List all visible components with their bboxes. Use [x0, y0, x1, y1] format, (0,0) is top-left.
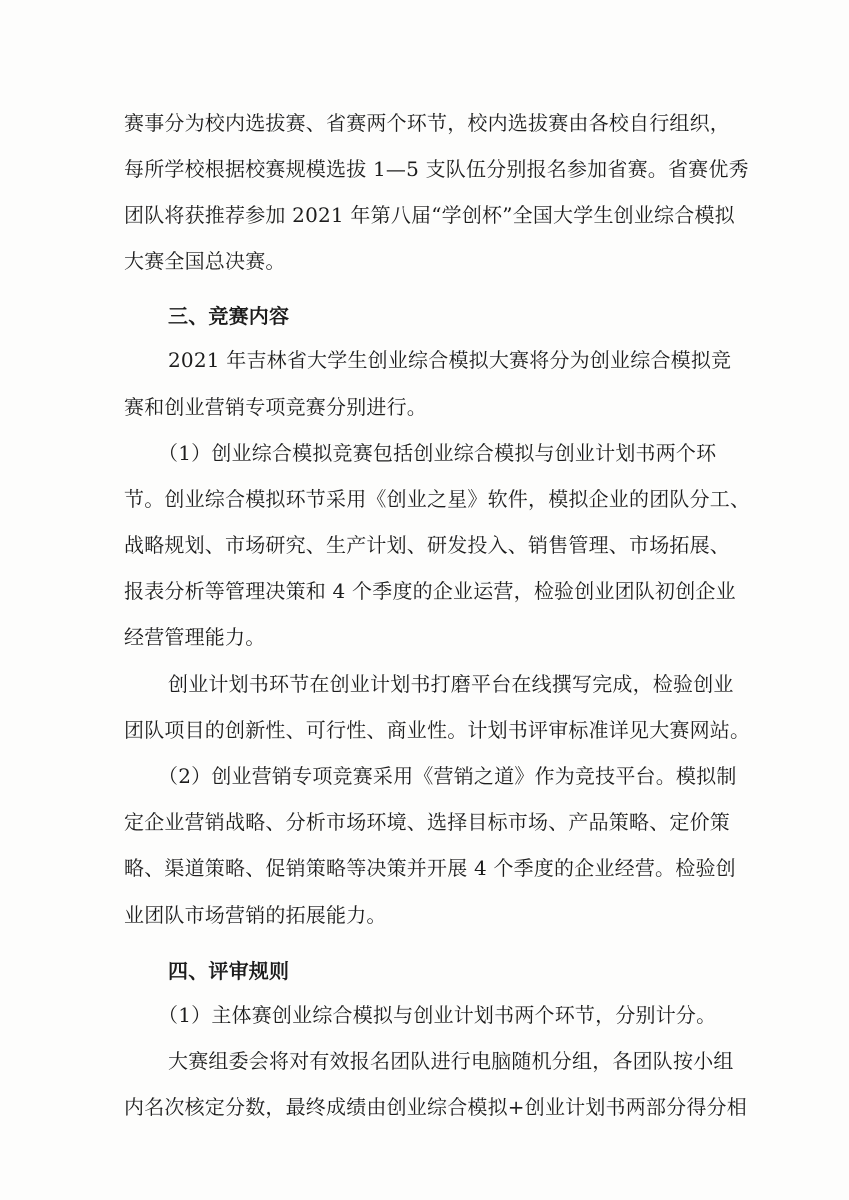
- s3-p2-line-3: 战略规划、市场研究、生产计划、研发投入、销售管理、市场拓展、: [124, 533, 730, 557]
- s3-p1-line-1: 2021 年吉林省大学生创业综合模拟大赛将分为创业综合模拟竞: [168, 348, 732, 372]
- s4-p1-line-1: （1）主体赛创业综合模拟与创业计划书两个环节，分别计分。: [158, 1003, 717, 1027]
- s3-p2-line-4: 报表分析等管理决策和 4 个季度的企业运营，检验创业团队初创企业: [124, 579, 736, 603]
- intro-line-1: 赛事分为校内选拔赛、省赛两个环节，校内选拔赛由各校自行组织，: [124, 111, 730, 135]
- s3-p2-line-2: 节。创业综合模拟环节采用《创业之星》软件，模拟企业的团队分工、: [124, 487, 751, 511]
- s3-p4-line-3: 略、渠道策略、促销策略等决策并开展 4 个季度的企业经营。检验创: [124, 856, 736, 880]
- s3-p4-line-1: （2）创业营销专项竞赛采用《营销之道》作为竞技平台。模拟制: [158, 764, 737, 788]
- section-3-title: 三、竞赛内容: [168, 304, 290, 328]
- s4-p2-line-2: 内名次核定分数，最终成绩由创业综合模拟+创业计划书两部分得分相: [124, 1095, 747, 1119]
- section-4-title: 四、评审规则: [168, 959, 290, 983]
- s3-p4-line-2: 定企业营销战略、分析市场环境、选择目标市场、产品策略、定价策: [124, 810, 730, 834]
- s3-p2-line-1: （1）创业综合模拟竞赛包括创业综合模拟与创业计划书两个环: [158, 441, 717, 465]
- s3-p3-line-2: 团队项目的创新性、可行性、商业性。计划书评审标准详见大赛网站。: [124, 718, 751, 742]
- s4-p2-line-1: 大赛组委会将对有效报名团队进行电脑随机分组，各团队按小组: [168, 1049, 734, 1073]
- s3-p4-line-4: 业团队市场营销的拓展能力。: [124, 903, 387, 927]
- intro-line-2: 每所学校根据校赛规模选拔 1—5 支队伍分别报名参加省赛。省赛优秀: [124, 157, 749, 181]
- s3-p2-line-5: 经营管理能力。: [124, 625, 266, 649]
- s3-p3-line-1: 创业计划书环节在创业计划书打磨平台在线撰写完成，检验创业: [168, 672, 734, 696]
- s3-p1-line-2: 赛和创业营销专项竞赛分别进行。: [124, 395, 427, 419]
- intro-line-3: 团队将获推荐参加 2021 年第八届“学创杯”全国大学生创业综合模拟: [124, 203, 735, 227]
- intro-line-4: 大赛全国总决赛。: [124, 249, 286, 273]
